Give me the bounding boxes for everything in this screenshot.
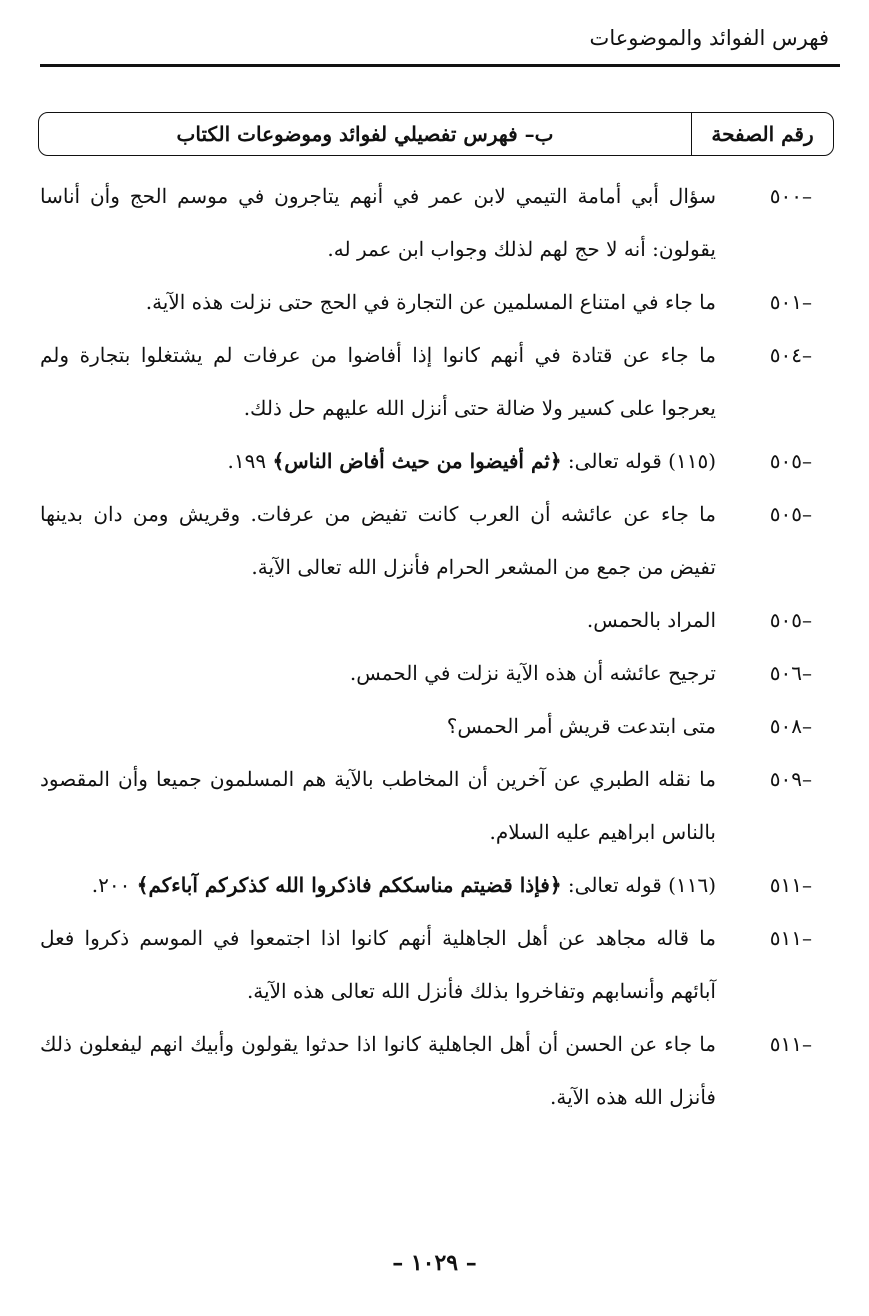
verse-number: ١٩٩.: [227, 449, 273, 473]
entry-page-number: –٥٠٥: [769, 449, 812, 473]
index-entries: [40, 170, 840, 1124]
index-title-column-header: ب– فهرس تفصيلي لفوائد وموضوعات الكتاب: [176, 122, 554, 146]
page-number-column-header: رقم الصفحة: [691, 113, 833, 155]
running-title: فهرس الفوائد والموضوعات: [589, 26, 829, 50]
entry-text: ما قاله مجاهد عن أهل الجاهلية أنهم كانوا اذا اجتمعوا في الموسم ذكروا فعل آبائهم وأنسابهم وتفاخروا بذلك فأنزل الله تعالى هذه الآية.: [40, 926, 716, 1003]
entry-text: ما جاء عن قتادة في أنهم كانوا إذا أفاضوا من عرفات لم يشتغلوا بتجارة ولم يعرجوا على كسير ولا ضالة حتى أنزل الله عليهم حل ذلك.: [40, 343, 716, 420]
entry-text-lead: (١١٦) قوله تعالى:: [561, 873, 716, 897]
index-entry: [40, 912, 840, 1018]
entry-text: ما نقله الطبري عن آخرين أن المخاطب بالآية هم المسلمون جميعا وأن المقصود بالناس ابراهيم عليه السلام.: [40, 767, 716, 844]
entry-text: المراد بالحمس.: [586, 608, 716, 632]
quran-verse: ﴿ثم أفيضوا من حيث أفاض الناس﴾: [272, 449, 562, 473]
index-entry: [40, 647, 840, 700]
entry-page-number: –٥٠٨: [769, 714, 812, 738]
entry-text: ما جاء في امتناع المسلمين عن التجارة في الحج حتى نزلت هذه الآية.: [145, 290, 716, 314]
index-entry: [40, 170, 840, 276]
index-entry: [40, 276, 840, 329]
entry-page-number: –٥٠٥: [769, 608, 812, 632]
index-entry: [40, 753, 840, 859]
index-entry: [40, 1018, 840, 1124]
verse-number: ٢٠٠.: [91, 873, 137, 897]
entry-text-lead: (١١٥) قوله تعالى:: [561, 449, 716, 473]
entry-page-number: –٥٠٦: [769, 661, 812, 685]
entry-page-number: –٥٠٥: [769, 502, 812, 526]
entry-page-number: –٥٠١: [769, 290, 812, 314]
index-entry: [40, 859, 840, 912]
header-rule: [40, 64, 840, 67]
entry-text: ترجيح عائشه أن هذه الآية نزلت في الحمس.: [349, 661, 716, 685]
entry-page-number: –٥١١: [769, 873, 812, 897]
entry-page-number: –٥٠٩: [769, 767, 812, 791]
entry-text: متى ابتدعت قريش أمر الحمس؟: [446, 714, 716, 738]
entry-text: سؤال أبي أمامة التيمي لابن عمر في أنهم يتاجرون في موسم الحج وأن أناسا يقولون: أنه لا حج لهم لذلك وجواب ابن عمر له.: [40, 184, 716, 261]
index-entry: [40, 329, 840, 435]
index-entry: [40, 435, 840, 488]
index-table-header: [38, 112, 834, 156]
quran-verse: ﴿فإذا قضيتم مناسككم فاذكروا الله كذكركم آباءكم﴾: [136, 873, 562, 897]
entry-page-number: –٥١١: [769, 1032, 812, 1056]
entry-text: [40, 435, 716, 488]
entry-page-number: –٥١١: [769, 926, 812, 950]
page-number: – ١٠٢٩ –: [392, 1250, 477, 1276]
index-entry: [40, 700, 840, 753]
index-entry: [40, 488, 840, 594]
entry-text: ما جاء عن عائشه أن العرب كانت تفيض من عرفات. وقريش ومن دان بدينها تفيض من جمع من المشعر الحرام فأنزل الله تعالى الآية.: [40, 502, 716, 579]
entry-page-number: –٥٠٤: [769, 343, 812, 367]
index-entry: [40, 594, 840, 647]
entry-page-number: –٥٠٠: [769, 184, 812, 208]
entry-text: [40, 859, 716, 912]
entry-text: ما جاء عن الحسن أن أهل الجاهلية كانوا اذا حدثوا يقولون وأبيك انهم ليفعلون ذلك فأنزل الله هذه الآية.: [40, 1032, 717, 1109]
